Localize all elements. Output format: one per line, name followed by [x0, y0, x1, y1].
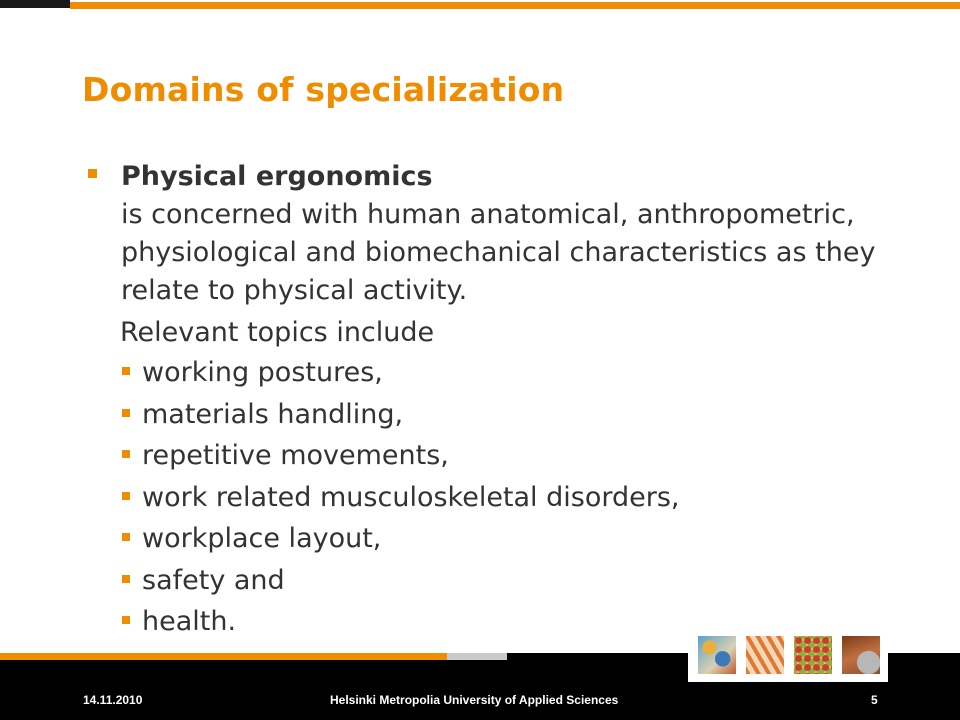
slide-content — [84, 158, 904, 645]
topics-list — [84, 354, 904, 645]
topic-label: health. — [142, 606, 237, 637]
topic-label: workplace layout, — [142, 523, 382, 554]
topic-label: safety and — [142, 564, 285, 596]
footer-date: 14.11.2010 — [83, 693, 143, 707]
decorative-thumbnails — [688, 630, 888, 682]
square-bullet-icon — [122, 367, 130, 375]
topics-intro: Relevant topics include — [120, 317, 435, 348]
abstract-art-thumbnail — [746, 636, 784, 674]
topic-item — [120, 437, 904, 479]
topic-label: repetitive movements, — [142, 440, 449, 471]
footer-page-number: 5 — [871, 693, 878, 707]
topic-item — [120, 354, 904, 396]
bullet-heading: Physical ergonomics — [121, 161, 433, 192]
square-bullet-icon — [88, 169, 97, 178]
footer-organization: Helsinki Metropolia University of Applied Sciences — [330, 693, 619, 707]
topic-item — [120, 520, 904, 562]
abstract-art-thumbnail — [842, 636, 880, 674]
square-bullet-icon — [122, 450, 130, 458]
footer-orange-stripe — [0, 653, 447, 660]
top-bar-dark-segment — [0, 0, 70, 8]
bullet-description: is concerned with human anatomical, anthropometric, physiological and biomechanical characteristics as they relate to physical activity. — [121, 199, 876, 306]
main-bullet-item — [84, 158, 904, 310]
footer-gray-stripe — [447, 653, 507, 660]
topic-label: work related musculoskeletal disorders, — [142, 481, 680, 513]
topic-item — [120, 396, 904, 438]
square-bullet-icon — [122, 409, 130, 417]
square-bullet-icon — [122, 575, 130, 583]
square-bullet-icon — [122, 533, 130, 541]
topic-label: materials handling, — [142, 398, 404, 430]
abstract-art-thumbnail — [698, 636, 736, 674]
topic-label: working postures, — [142, 357, 383, 388]
abstract-art-thumbnail — [794, 636, 832, 674]
square-bullet-icon — [122, 616, 130, 624]
square-bullet-icon — [122, 492, 130, 500]
slide-title: Domains of specialization — [82, 70, 565, 109]
topic-item — [120, 479, 904, 521]
top-bar-orange-segment — [70, 2, 960, 9]
topic-item — [120, 562, 904, 604]
